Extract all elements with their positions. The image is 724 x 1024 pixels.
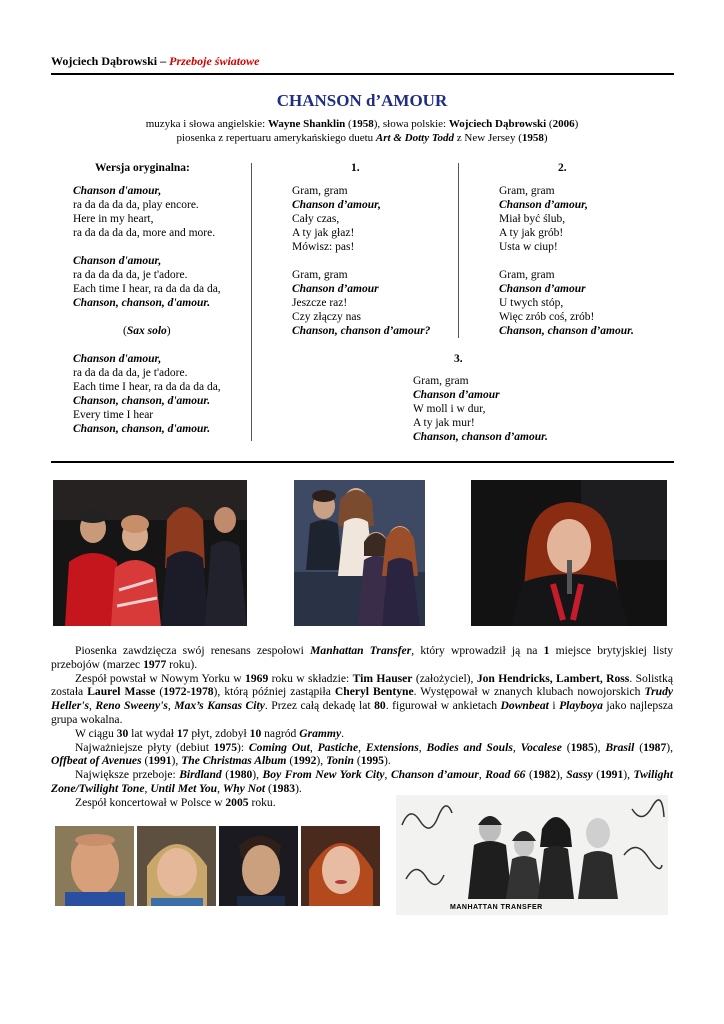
- paragraph-6: Zespół koncertował w Polsce w 2005 roku.: [75, 795, 276, 809]
- song-title: CHANSON d’AMOUR: [276, 91, 448, 110]
- header-author: Wojciech Dąbrowski –: [51, 54, 170, 68]
- page-header: [51, 54, 259, 69]
- signed-band-photo: [396, 795, 668, 915]
- portrait-4: [301, 826, 380, 906]
- portrait-1: [55, 826, 134, 906]
- column-divider-1: [251, 163, 252, 441]
- verse-2-lyrics: Gram, gram Chanson d’amour, Miał być ślub, A ty jak grób! Usta w ciup! Gram, gram Chanson d’amour U twych stóp, Więc zrób coś, zrób! Chanson, chanson d’amour.: [499, 185, 634, 337]
- original-lyrics: Chanson d'amour, ra da da da da, play encore. Here in my heart, ra da da da da, more and more. Chanson d'amour, ra da da da da, je t'adore. Each time I hear, ra da da da da, Chanson, chanson, d'amour. (Sax solo) Chanson d'amour, ra da da da da, je t'adore. Each time I hear, ra da da da da, Chanson, chanson, d'amour. Every time I hear Chanson, chanson, d'amour.: [73, 185, 221, 435]
- paragraph-3: W ciągu 30 lat wydał 17 płyt, zdobył 10 nagród Grammy.: [75, 726, 345, 740]
- singer-photo: [471, 480, 667, 626]
- paragraph-5: Największe przeboje: Birdland (1980), Boy From New York City, Chanson d’amour, Road 66 (1982), Sassy (1991), Twilight Zone/Twilight Tone, Until Met You, Why Not (1983).: [51, 768, 674, 795]
- credits-line-2: piosenka z repertuaru amerykańskiego duetu Art & Dotty Todd z New Jersey (1958): [176, 132, 548, 144]
- portrait-2: [137, 826, 216, 906]
- paragraph-2: Zespół powstał w Nowym Yorku w 1969 roku w składzie: Tim Hauser (założyciel), Jon Hendricks, Lambert, Ross. Solistką została Laurel Masse (1972-1978), którą później zastąpiła Cheryl Bentyne. Występował w znanych klubach nowojorskich Trudy Heller's, Reno Sweeny's, Max’s Kansas City. Przez całą dekadę lat 80. figurował w ankietach Downbeat i Playboya jako najlepsza grupa wokalna.: [51, 671, 674, 726]
- band-history-text: [51, 644, 673, 810]
- band-photo-posed: [294, 480, 425, 626]
- original-heading: Wersja oryginalna:: [95, 162, 190, 174]
- header-rule: [51, 73, 674, 75]
- verse-1-lyrics: Gram, gram Chanson d’amour, Cały czas, A ty jak głaz! Mówisz: pas! Gram, gram Chanson d’amour Jeszcze raz! Czy złączy nas Chanson, chanson d’amour?: [292, 185, 431, 337]
- paragraph-4: Najważniejsze płyty (debiut 1975): Coming Out, Pastiche, Extensions, Bodies and Souls, Vocalese (1985), Brasil (1987), Offbeat of Avenues (1991), The Christmas Album (1992), Tonin (1995).: [51, 740, 674, 768]
- concert-photo-group: [53, 480, 247, 626]
- credits-line-1: muzyka i słowa angielskie: Wayne Shanklin (1958), słowa polskie: Wojciech Dąbrowski (2006): [145, 118, 579, 130]
- header-series: Przeboje światowe: [169, 54, 260, 68]
- sax-solo: (Sax solo): [123, 325, 171, 337]
- portrait-3: [219, 826, 298, 906]
- verse-2-heading: 2.: [558, 162, 567, 174]
- paragraph-1: Piosenka zawdzięcza swój renesans zespołowi Manhattan Transfer, który wprowadził ją na 1 miejsce brytyjskiej listy przebojów (marzec 1977 roku).: [51, 644, 673, 671]
- verse-3-heading: 3.: [454, 353, 463, 365]
- column-divider-2: [458, 163, 459, 338]
- verse-1-heading: 1.: [351, 162, 360, 174]
- verse-3-lyrics: Gram, gram Chanson d’amour W moll i w dur, A ty jak mur! Chanson, chanson d’amour.: [413, 375, 548, 443]
- lyrics-bottom-rule: [51, 461, 674, 463]
- photo-caption: MANHATTAN TRANSFER: [450, 904, 543, 911]
